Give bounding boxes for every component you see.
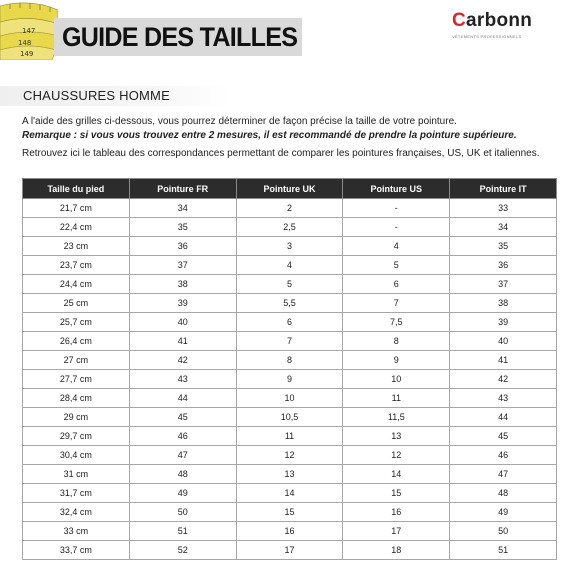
- title-bar: [54, 18, 302, 56]
- column-header: Taille du pied: [23, 179, 130, 199]
- table-cell: 23 cm: [23, 237, 130, 256]
- table-cell: 24,4 cm: [23, 275, 130, 294]
- table-cell: 13: [236, 465, 343, 484]
- table-row: [23, 408, 557, 427]
- table-cell: 51: [129, 522, 236, 541]
- table-cell: 49: [129, 484, 236, 503]
- section-header: [0, 86, 230, 106]
- table-cell: 12: [236, 446, 343, 465]
- table-cell: 17: [343, 522, 450, 541]
- intro-line: Retrouvez ici le tableau des correspondances permettant de comparer les pointures françaises, US, UK et italiennes.: [22, 148, 540, 159]
- table-cell: 25,7 cm: [23, 313, 130, 332]
- table-cell: 28,4 cm: [23, 389, 130, 408]
- page-header: [0, 0, 575, 62]
- table-cell: 39: [129, 294, 236, 313]
- brand-initial: C: [452, 10, 467, 31]
- table-cell: 48: [450, 484, 557, 503]
- table-cell: 8: [343, 332, 450, 351]
- table-cell: 8: [236, 351, 343, 370]
- table-cell: 37: [450, 275, 557, 294]
- table-cell: 36: [129, 237, 236, 256]
- table-cell: 52: [129, 541, 236, 560]
- table-cell: 6: [343, 275, 450, 294]
- column-header: Pointure IT: [450, 179, 557, 199]
- table-cell: 2: [236, 199, 343, 218]
- table-cell: 29,7 cm: [23, 427, 130, 446]
- table-cell: 37: [129, 256, 236, 275]
- table-cell: 10: [236, 389, 343, 408]
- table-row: [23, 389, 557, 408]
- table-cell: 14: [343, 465, 450, 484]
- table-row: [23, 218, 557, 237]
- table-cell: 2,5: [236, 218, 343, 237]
- table-cell: 16: [343, 503, 450, 522]
- table-row: [23, 522, 557, 541]
- table-cell: 29 cm: [23, 408, 130, 427]
- table-cell: 42: [129, 351, 236, 370]
- table-cell: 4: [343, 237, 450, 256]
- table-cell: 23,7 cm: [23, 256, 130, 275]
- table-cell: 14: [236, 484, 343, 503]
- table-cell: 27 cm: [23, 351, 130, 370]
- table-cell: 30,4 cm: [23, 446, 130, 465]
- table-cell: 33: [450, 199, 557, 218]
- table-cell: 33,7 cm: [23, 541, 130, 560]
- table-row: [23, 332, 557, 351]
- table-cell: 46: [129, 427, 236, 446]
- table-cell: 31,7 cm: [23, 484, 130, 503]
- table-row: [23, 313, 557, 332]
- table-row: [23, 256, 557, 275]
- table-cell: 3: [236, 237, 343, 256]
- table-cell: 46: [450, 446, 557, 465]
- table-cell: 45: [129, 408, 236, 427]
- table-cell: 35: [450, 237, 557, 256]
- table-cell: 51: [450, 541, 557, 560]
- table-cell: -: [343, 218, 450, 237]
- table-cell: 11: [343, 389, 450, 408]
- table-cell: 41: [450, 351, 557, 370]
- table-cell: 16: [236, 522, 343, 541]
- page-title: GUIDE DES TAILLES: [62, 21, 298, 52]
- brand-logo: [452, 10, 562, 44]
- table-row: [23, 465, 557, 484]
- table-cell: 42: [450, 370, 557, 389]
- table-row: [23, 503, 557, 522]
- table-cell: 36: [450, 256, 557, 275]
- table-cell: 10: [343, 370, 450, 389]
- intro-line: A l'aide des grilles ci-dessous, vous pourrez déterminer de façon précise la taille de votre pointure.: [22, 116, 457, 127]
- brand-rest: arbonn: [466, 10, 533, 31]
- table-cell: 9: [343, 351, 450, 370]
- table-cell: 5: [236, 275, 343, 294]
- table-row: [23, 446, 557, 465]
- intro-text: [22, 115, 562, 161]
- table-row: [23, 237, 557, 256]
- table-cell: 15: [343, 484, 450, 503]
- table-cell: 26,4 cm: [23, 332, 130, 351]
- table-cell: 5: [343, 256, 450, 275]
- table-cell: 25 cm: [23, 294, 130, 313]
- tape-number: 147: [22, 27, 36, 35]
- table-row: [23, 275, 557, 294]
- table-row: [23, 427, 557, 446]
- table-cell: 50: [129, 503, 236, 522]
- table-row: [23, 541, 557, 560]
- table-cell: 17: [236, 541, 343, 560]
- table-cell: 4: [236, 256, 343, 275]
- table-cell: 50: [450, 522, 557, 541]
- table-cell: 41: [129, 332, 236, 351]
- table-cell: 22,4 cm: [23, 218, 130, 237]
- table-cell: 34: [450, 218, 557, 237]
- table-cell: 44: [129, 389, 236, 408]
- table-cell: 40: [129, 313, 236, 332]
- table-cell: 11,5: [343, 408, 450, 427]
- table-cell: 38: [450, 294, 557, 313]
- table-row: [23, 294, 557, 313]
- table-cell: 31 cm: [23, 465, 130, 484]
- table-cell: 6: [236, 313, 343, 332]
- tape-number: 148: [18, 39, 32, 47]
- table-cell: 7: [236, 332, 343, 351]
- tape-number: 149: [20, 50, 34, 58]
- measuring-tape-icon: [0, 0, 58, 60]
- table-cell: 32,4 cm: [23, 503, 130, 522]
- table-cell: 21,7 cm: [23, 199, 130, 218]
- brand-name: [452, 10, 532, 32]
- table-cell: 38: [129, 275, 236, 294]
- table-cell: 49: [450, 503, 557, 522]
- table-cell: 39: [450, 313, 557, 332]
- table-cell: 7: [343, 294, 450, 313]
- table-cell: 45: [450, 427, 557, 446]
- table-cell: -: [343, 199, 450, 218]
- size-table: [22, 178, 557, 560]
- table-row: [23, 484, 557, 503]
- table-cell: 5,5: [236, 294, 343, 313]
- section-title: CHAUSSURES HOMME: [23, 88, 170, 103]
- column-header: Pointure UK: [236, 179, 343, 199]
- table-cell: 13: [343, 427, 450, 446]
- table-cell: 47: [450, 465, 557, 484]
- table-cell: 15: [236, 503, 343, 522]
- table-cell: 34: [129, 199, 236, 218]
- table-row: [23, 370, 557, 389]
- table-cell: 33 cm: [23, 522, 130, 541]
- table-cell: 43: [450, 389, 557, 408]
- table-cell: 47: [129, 446, 236, 465]
- intro-remark: Remarque : si vous vous trouvez entre 2 mesures, il est recommandé de prendre la pointure supérieure.: [22, 130, 517, 141]
- table-row: [23, 199, 557, 218]
- table-cell: 7,5: [343, 313, 450, 332]
- table-cell: 35: [129, 218, 236, 237]
- column-header: Pointure US: [343, 179, 450, 199]
- table-row: [23, 351, 557, 370]
- column-header: Pointure FR: [129, 179, 236, 199]
- table-cell: 18: [343, 541, 450, 560]
- table-cell: 48: [129, 465, 236, 484]
- table-cell: 9: [236, 370, 343, 389]
- table-header-row: [23, 179, 557, 199]
- table-cell: 40: [450, 332, 557, 351]
- table-cell: 12: [343, 446, 450, 465]
- table-cell: 43: [129, 370, 236, 389]
- brand-tagline: VÊTEMENTS PROFESSIONNELS: [452, 34, 522, 39]
- table-body: [23, 199, 557, 560]
- table-cell: 27,7 cm: [23, 370, 130, 389]
- table-cell: 10,5: [236, 408, 343, 427]
- table-cell: 11: [236, 427, 343, 446]
- table-cell: 44: [450, 408, 557, 427]
